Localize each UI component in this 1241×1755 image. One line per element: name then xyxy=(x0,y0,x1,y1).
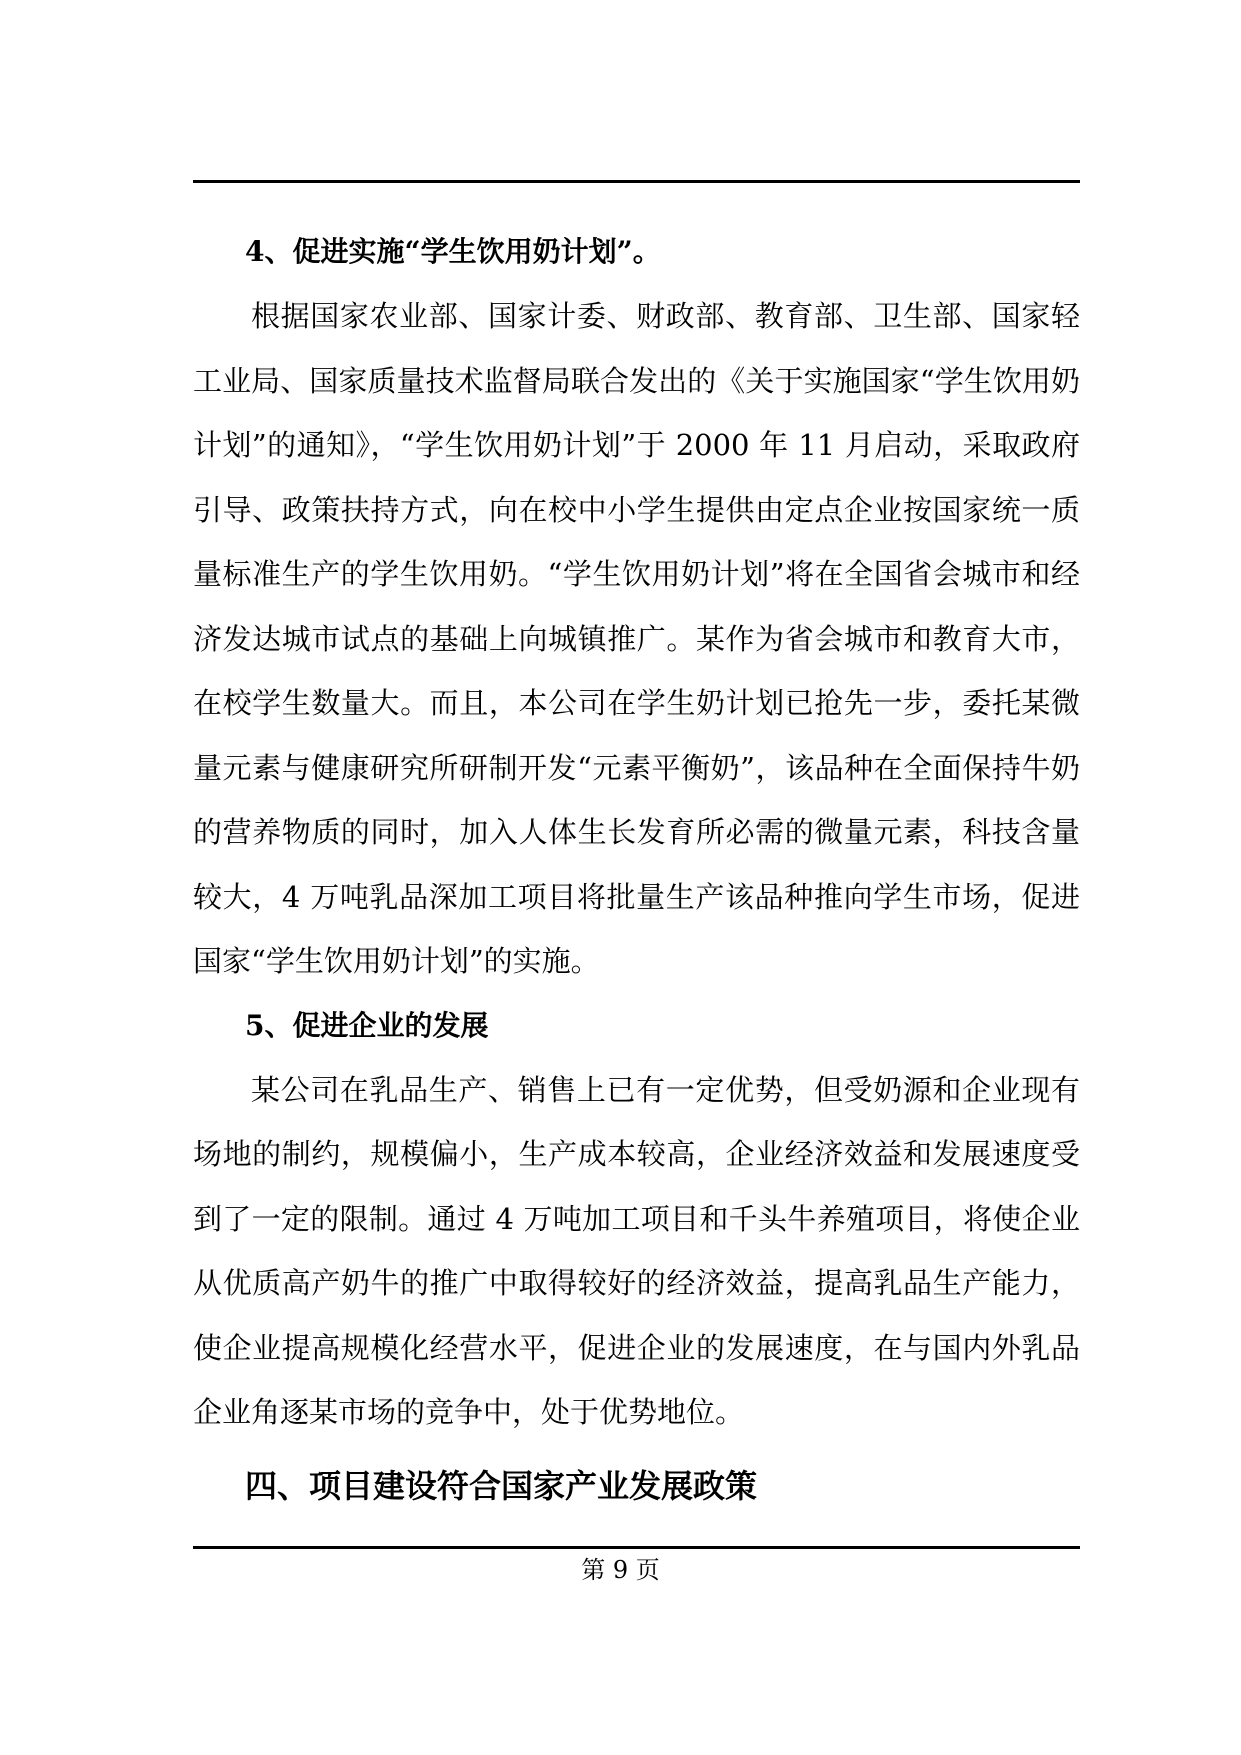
page-number: 第 9 页 xyxy=(581,1556,660,1584)
header-rule xyxy=(193,180,1080,183)
footer-rule xyxy=(193,1546,1080,1549)
page-body xyxy=(193,220,1080,1521)
paragraph-enterprise-development: 某公司在乳品生产、销售上已有一定优势，但受奶源和企业现有场地的制约，规模偏小，生产成本较高，企业经济效益和发展速度受到了一定的限制。通过 4 万吨加工项目和千头牛养殖项目，将使企业从优质高产奶牛的推广中取得较好的经济效益，提高乳品生产能力，使企业提高规模化经营水平，促进企业的发展速度，在与国内外乳品企业角逐某市场的竞争中，处于优势地位。 xyxy=(193,1072,1080,1429)
subheading-5: 5、促进企业的发展 xyxy=(245,1008,489,1042)
subheading-4: 4、促进实施“学生饮用奶计划”。 xyxy=(245,235,661,268)
paragraph-student-milk: 根据国家农业部、国家计委、财政部、教育部、卫生部、国家轻工业局、国家质量技术监督局联合发出的《关于实施国家“学生饮用奶计划”的通知》，“学生饮用奶计划”于 2000 年 11 月启动，采取政府引导、政策扶持方式，向在校中小学生提供由定点企业按国家统一质量标准生产的学生饮用奶。“学生饮用奶计划”将在全国省会城市和经济发达城市试点的基础上向城镇推广。某作为省会城市和教育大市，在校学生数量大。而且，本公司在学生奶计划已抢先一步，委托某微量元素与健康研究所研制开发“元素平衡奶”，该品种在全面保持牛奶的营养物质的同时，加入人体生长发育所必需的微量元素，科技含量较大，4 万吨乳品深加工项目将批量生产该品种推向学生市场，促进国家“学生饮用奶计划”的实施。 xyxy=(193,299,1080,978)
section-title-4: 四、项目建设符合国家产业发展政策 xyxy=(245,1466,758,1505)
